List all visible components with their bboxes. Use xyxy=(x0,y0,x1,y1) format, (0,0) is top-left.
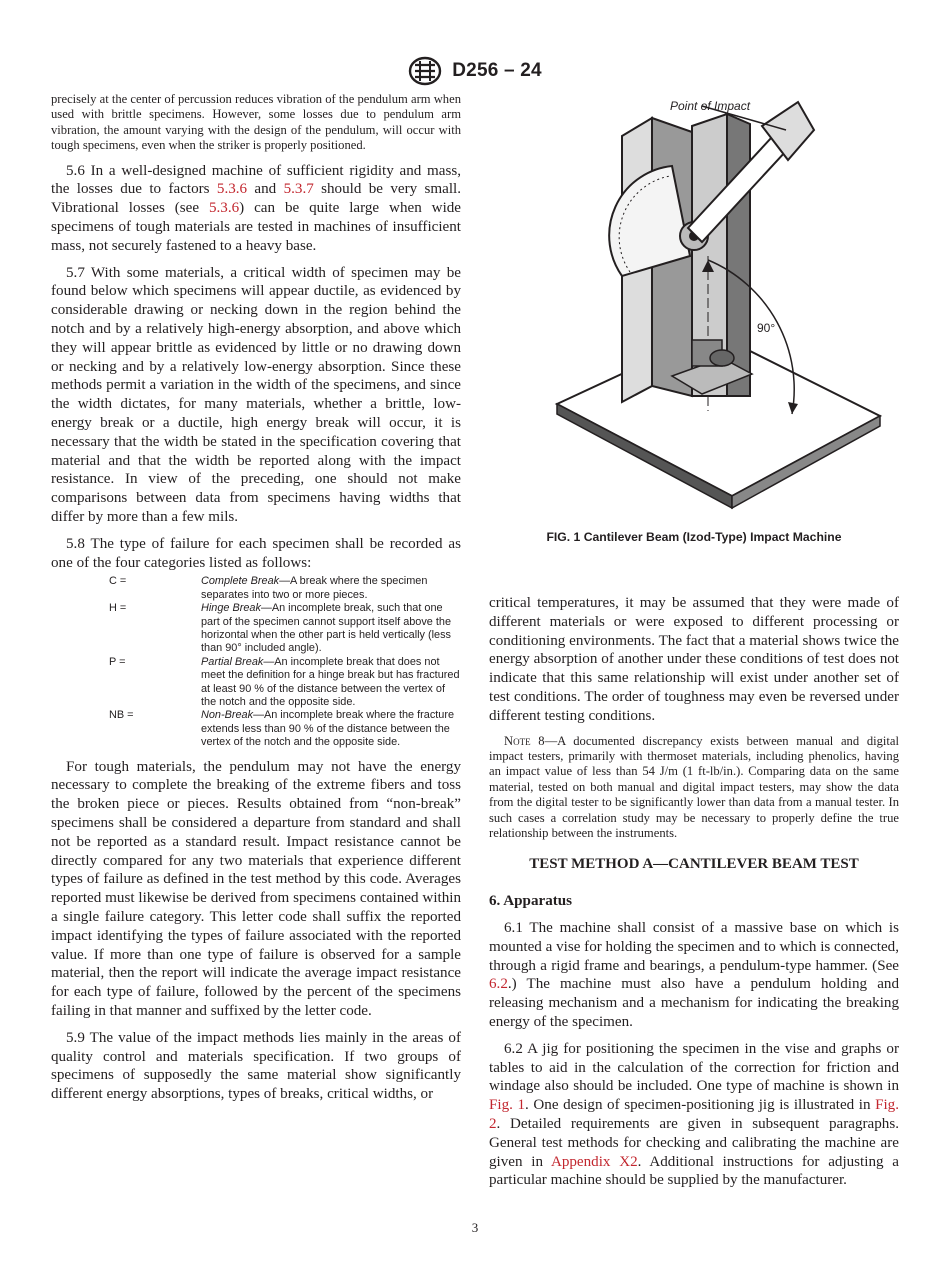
astm-logo-icon xyxy=(408,56,442,86)
failure-term: Partial Break xyxy=(201,655,264,668)
paragraph-tough-materials: For tough materials, the pendulum may not have the energy necessary to complete the breaking of the extreme fibers and toss the broken piece or pieces. Results obtained from “non-break” specimens shall be considered a departure from standard and shall not be reported as a standard result. Impact resistance cannot be directly compared for any two materials that experience different types of failure as defined in the test method by this code. Averages reported must likewise be derived from specimens contained within a single failure category. This letter code shall suffix the reported impact identifying the types of failure associated with the reported value. If more than one type of failure is observed for a sample material, then the report will indicate the average impact resistance for each type of failure, followed by the percent of the specimens failing in that manner and suffixed by the letter code. xyxy=(51,758,461,1019)
link-5-3-7[interactable]: 5.3.7 xyxy=(283,181,314,198)
note-text: —A documented discrepancy exists between manual and digital impact testers, primarily with thermoset materials, including phenolics, having an impact value of less than 54 J/m (1 ft-lb/in.). Comparing data on the same material, tested on both manual and digital impact testers, may show the data from the digital tester to be significantly lower than data from a manual tester. In such cases a correlation study may be necessary to properly define the true relationship between the instruments. xyxy=(489,733,899,841)
section-heading-apparatus: 6. Apparatus xyxy=(489,893,573,910)
figure-label-point-of-impact: Point of Impact xyxy=(670,99,751,113)
paragraph-6-2: 6.2 A jig for positioning the specimen in the vise and graphs or tables to aid in the calculation of the correction for friction and windage also should be included. One type of machine is shown in Fig. 1. One design of specimen-positioning jig is illustrated in Fig. 2. Detailed requirements are given in subsequent paragraphs. General test methods for checking and calibrating the machine are given in Appendix X2. Additional instructions for adjusting a particular machine should be supplied by the manufacturer. xyxy=(489,1040,900,1189)
link-fig-2[interactable]: Fig. 2 xyxy=(489,1097,900,1132)
page-header xyxy=(0,56,950,86)
paragraph-5-6: 5.6 In a well-designed machine of sufficient rigidity and mass, the losses due to factors 5.3.6 and 5.3.7 should be very small. Vibrational losses (see 5.3.6) can be quite large when wide specimens of tough materials are tested in machines of insufficient mass, not securely fastened to a heavy base. xyxy=(51,162,462,254)
failure-code: P = xyxy=(109,655,126,668)
impact-machine-figure xyxy=(552,96,882,520)
failure-code-row xyxy=(51,602,461,656)
link-6-2[interactable]: 6.2 xyxy=(489,976,508,993)
failure-code-row xyxy=(51,575,461,602)
left-column xyxy=(51,92,461,1112)
failure-definition: —A break where the specimen separates into two or more pieces. xyxy=(201,575,428,601)
link-appendix-x2[interactable]: Appendix X2 xyxy=(550,1153,638,1170)
failure-definition: —An incomplete break where the fracture extends less than 90 % of the distance between the vertex of the notch and the opposite side. xyxy=(201,709,455,749)
failure-term: Hinge Break xyxy=(201,602,261,615)
figure-label-angle: 90° xyxy=(757,321,776,335)
failure-definition: —An incomplete break that does not meet the definition for a hinge break but has fractured at least 90 % of the distance between the vertex of the notch and the opposite side. xyxy=(201,655,460,709)
paragraph-5-7: 5.7 With some materials, a critical width of specimen may be found below which specimens will appear ductile, as evidenced by considerable drawing or necking down in the region behind the notch and by a relatively high-energy absorption, and above which they will appear brittle as evidenced by little or no drawing down or necking and by a relatively low-energy absorption. Since these methods permit a variation in the width of the specimens, and since the width dictates, for many materials, whether a brittle, low-energy break or a ductile, high energy break will occur, it is necessary that the width be stated in the specification covering that material and that the width be reported along with the impact resistance. In view of the preceding, one should not make comparisons between data from specimens having widths that differ by more than a few mils. xyxy=(51,264,461,525)
paragraph-5-9: 5.9 The value of the impact methods lies mainly in the areas of quality control and materials specification. If two groups of specimens of supposedly the same material show significantly different energy absorptions, types of breaks, critical widths, or xyxy=(51,1029,461,1103)
link-5-3-6[interactable]: 5.3.6 xyxy=(216,181,248,198)
failure-definition: —An incomplete break, such that one part of the specimen cannot support itself above the horizontal when the other part is held vertically (less than 90° included angle). xyxy=(201,602,452,655)
paragraph-5-8: 5.8 The type of failure for each specimen shall be recorded as one of the four categories listed as follows: xyxy=(51,535,461,571)
figure-caption: FIG. 1 Cantilever Beam (Izod-Type) Impact Machine xyxy=(546,530,842,544)
failure-code: NB = xyxy=(109,709,134,722)
failure-code: C = xyxy=(109,575,127,588)
paragraph-continuation: critical temperatures, it may be assumed that they were made of different materials or were exposed to different processing or conditioning environments. The fact that a material shows twice the energy absorption of another under these conditions of test does not indicate that this same relationship will exist under another set of test conditions. The order of toughness may even be reversed under different testing conditions. xyxy=(489,595,899,724)
failure-term: Complete Break xyxy=(201,575,280,588)
standard-designation: D256 – 24 xyxy=(452,60,542,81)
failure-code-row xyxy=(51,709,461,749)
section-title: TEST METHOD A—CANTILEVER BEAM TEST xyxy=(529,856,859,873)
link-5-3-6-b[interactable]: 5.3.6 xyxy=(208,200,240,217)
link-fig-1[interactable]: Fig. 1 xyxy=(489,1097,526,1114)
failure-code: H = xyxy=(109,602,127,615)
right-column xyxy=(489,594,899,1198)
failure-codes-list xyxy=(51,575,461,749)
note-8 xyxy=(489,734,899,842)
failure-code-row xyxy=(51,656,461,710)
page-number: 3 xyxy=(471,1220,479,1235)
paragraph-6-1: 6.1 The machine shall consist of a massive base on which is mounted a vise for holding the specimen and to which is connected, through a rigid frame and bearings, a pendulum-type hammer. (See 6.2.) The machine must also have a pendulum holding and releasing mechanism and a mechanism for indicating the breaking energy of the specimen. xyxy=(489,920,899,1030)
failure-term: Non-Break xyxy=(201,709,254,722)
paragraph-intro: precisely at the center of percussion reduces vibration of the pendulum arm when used with brittle specimens. However, some losses due to pendulum arm vibration, the amount varying with the design of the pendulum, will occur with tough specimens, even when the striker is properly positioned. xyxy=(51,92,461,153)
note-label: Note 8 xyxy=(504,733,545,748)
